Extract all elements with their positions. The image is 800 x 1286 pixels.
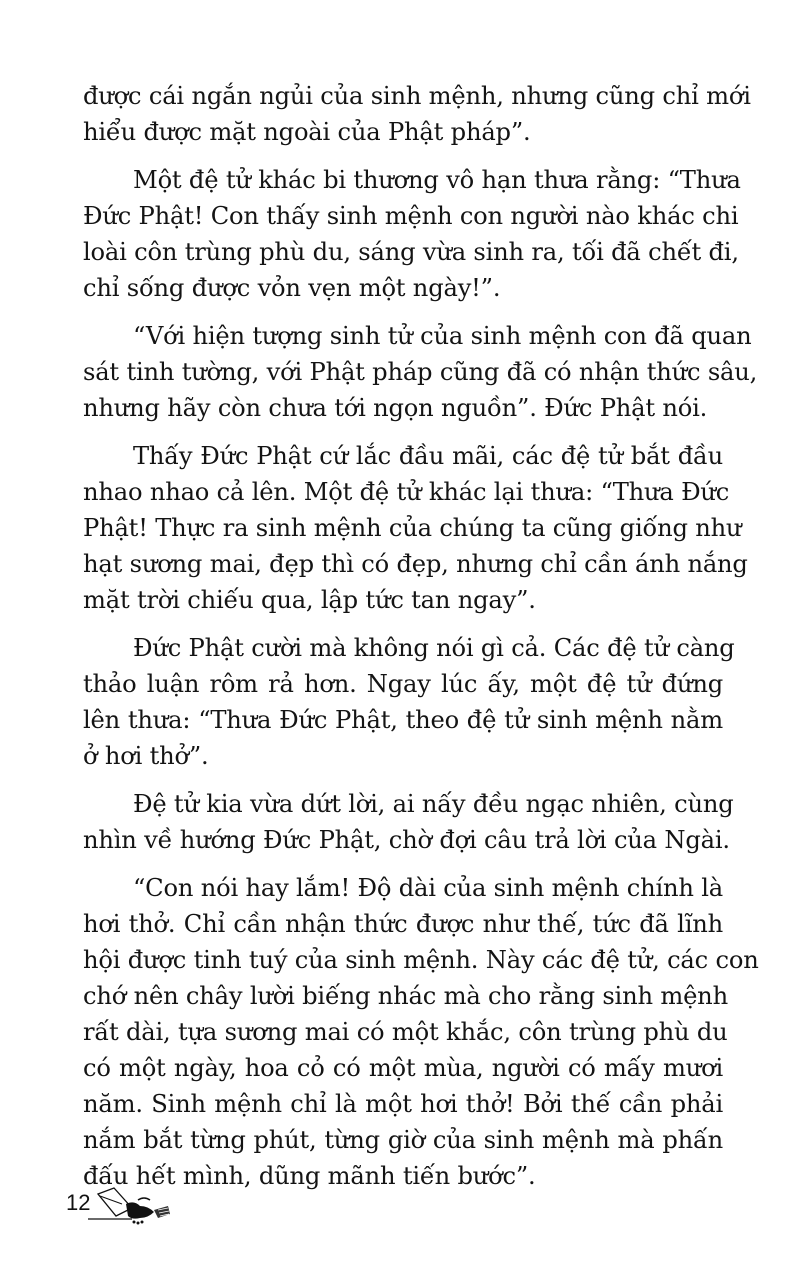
text-line: Phật! Thực ra sinh mệnh của chúng ta cũng giống như: [83, 514, 742, 542]
page-footer: [66, 1186, 266, 1226]
page-number: 12: [66, 1190, 91, 1215]
text-line: loài côn trùng phù du, sáng vừa sinh ra, tối đã chết đi,: [83, 238, 739, 266]
text-line: Thấy Đức Phật cứ lắc đầu mãi, các đệ tử bắt đầu: [133, 442, 723, 470]
text-line: mặt trời chiếu qua, lập tức tan ngay”.: [83, 586, 536, 614]
text-line: lên thưa: “Thưa Đức Phật, theo đệ tử sinh mệnh nằm: [83, 706, 723, 734]
text-line: có một ngày, hoa cỏ có một mùa, người có mấy mươi: [83, 1054, 723, 1082]
text-line: thảo luận rôm rả hơn. Ngay lúc ấy, một đệ tử đứng: [83, 670, 723, 698]
paragraph-7: [83, 870, 759, 1194]
text-line: rất dài, tựa sương mai có một khắc, côn trùng phù du: [83, 1018, 728, 1046]
paragraph-3: [83, 318, 758, 426]
scribe-writing-ornament-icon: [88, 1186, 188, 1226]
book-page-body: [83, 78, 759, 1206]
text-line: Đệ tử kia vừa dứt lời, ai nấy đều ngạc nhiên, cùng: [133, 790, 734, 818]
text-line: chớ nên chây lười biếng nhác mà cho rằng sinh mệnh: [83, 982, 728, 1010]
paragraph-1: [83, 78, 751, 150]
text-line: Đức Phật cười mà không nói gì cả. Các đệ tử càng: [133, 634, 735, 662]
text-line: nhưng hãy còn chưa tới ngọn nguồn”. Đức Phật nói.: [83, 394, 708, 422]
text-line: Một đệ tử khác bi thương vô hạn thưa rằng: “Thưa: [133, 166, 741, 194]
paragraph-6: [83, 786, 734, 858]
paragraph-5: [83, 630, 735, 774]
text-line: đấu hết mình, dũng mãnh tiến bước”.: [83, 1162, 536, 1190]
paragraph-4: [83, 438, 748, 618]
text-line: năm. Sinh mệnh chỉ là một hơi thở! Bởi thế cần phải: [83, 1090, 723, 1118]
text-line: được cái ngắn ngủi của sinh mệnh, nhưng cũng chỉ mới: [83, 82, 751, 110]
text-line: nhìn về hướng Đức Phật, chờ đợi câu trả lời của Ngài.: [83, 826, 730, 854]
text-line: hiểu được mặt ngoài của Phật pháp”.: [83, 118, 531, 146]
text-line: “Với hiện tượng sinh tử của sinh mệnh con đã quan: [133, 322, 752, 350]
text-line: chỉ sống được vỏn vẹn một ngày!”.: [83, 274, 501, 302]
paragraph-2: [83, 162, 741, 306]
text-line: Đức Phật! Con thấy sinh mệnh con người nào khác chi: [83, 202, 739, 230]
text-line: hạt sương mai, đẹp thì có đẹp, nhưng chỉ cần ánh nắng: [83, 550, 748, 578]
text-line: hội được tinh tuý của sinh mệnh. Này các đệ tử, các con: [83, 946, 759, 974]
text-line: nhao nhao cả lên. Một đệ tử khác lại thưa: “Thưa Đức: [83, 478, 730, 506]
text-line: hơi thở. Chỉ cần nhận thức được như thế, tức đã lĩnh: [83, 910, 723, 938]
text-line: “Con nói hay lắm! Độ dài của sinh mệnh chính là: [133, 874, 723, 902]
text-line: sát tinh tường, với Phật pháp cũng đã có nhận thức sâu,: [83, 358, 758, 386]
text-line: nắm bắt từng phút, từng giờ của sinh mệnh mà phấn: [83, 1126, 723, 1154]
text-line: ở hơi thở”.: [83, 742, 209, 770]
